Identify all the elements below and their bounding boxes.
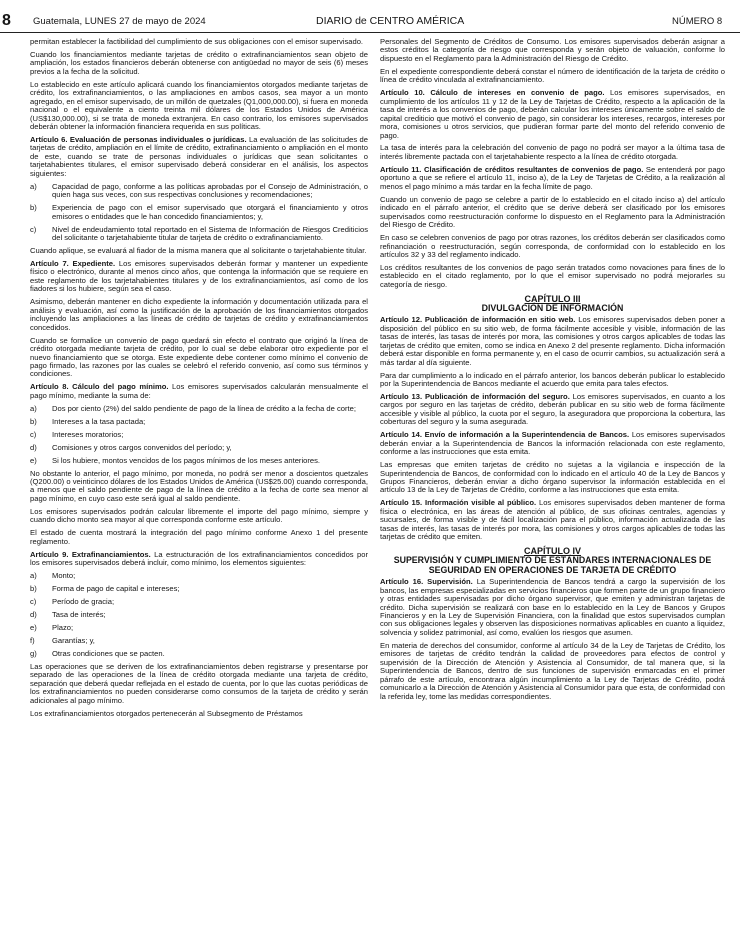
list-label: a) bbox=[30, 403, 37, 413]
list-text: Si los hubiere, montos vencidos de los pagos mínimos de los meses anteriores. bbox=[52, 455, 321, 465]
list-text: Comisiones y otros cargos convenidos del período; y, bbox=[52, 442, 232, 452]
paragraph: Cuando un convenio de pago se celebre a partir de lo establecido en el citado inciso a) del artículo indicado en el párrafo anterior, el crédito que se derive deberá ser clasificado por los emisores supervisados como reestructuración conforme lo dispuesto en el Reglamento para la Administración del Riesgo de Crédito. bbox=[380, 194, 725, 230]
list-text: Capacidad de pago, conforme a las políticas aprobadas por el Consejo de Administración, o quien haga sus veces, con sus respectivas conclusiones y recomendaciones; bbox=[52, 181, 368, 200]
article-text: Los emisores supervisados deben mantener de forma física o electrónica, en las áreas de atención al público, de sus oficinas centrales, agencias y sucursales, de forma visible y de fácil localización para el público, información actualizada de las tasas de interés, las tasas de interés por mora, las comisiones y otros cargos aplicables de todas las tarjetas de crédito que emiten. bbox=[380, 498, 725, 542]
paragraph: Lo establecido en este artículo aplicará cuando los financiamientos otorgados mediante tarjetas de crédito, los extrafinanciamientos, o las ampliaciones en ambos casos, sea mayor a un monto agregado, en el emisor supervisado, de un millón de quetzales (Q1,000,000.00), si fuera en moneda nacional o el equivalente a ciento treinta mil dólares de los Estados Unidos de América (US$130,000.00), si se trata de moneda extranjera. En caso contrario, los emisores supervisados deberán obtener la información financiera requerida en sus políticas. bbox=[30, 79, 368, 132]
list-label: d) bbox=[30, 442, 37, 452]
paragraph: Cuando aplique, se evaluará al fiador de la misma manera que al solicitante o tarjetahabiente titular. bbox=[30, 246, 367, 256]
article-10 bbox=[380, 89, 725, 140]
article-text: Los emisores supervisados, en cumplimiento de los artículos 11 y 12 de la Ley de Tarjetas de Crédito, respecto a la aplicación de la tasa de interés a los convenios de pago, deberán calcular los intereses únicamente sobre el saldo de capital crediticio que motivó el convenio de pago, sin considerar los intereses, recargos, intereses por mora, comisiones u otros servicios, que pudieran formar parte del monto del referido convenio de pago. bbox=[380, 88, 725, 140]
paragraph: Los extrafinanciamientos otorgados pertenecerán al Subsegmento de Préstamos bbox=[30, 708, 303, 718]
list-label: b) bbox=[30, 416, 37, 426]
chapter-number: CAPÍTULO IV bbox=[523, 546, 581, 557]
paragraph: El estado de cuenta mostrará la integración del pago mínimo conforme Anexo 1 del presente reglamento. bbox=[30, 528, 368, 546]
chapter-title: SUPERVISIÓN Y CUMPLIMIENTO DE ESTÁNDARES INTERNACIONALES DE SEGURIDAD EN OPERACIONES DE TARJETA DE CRÉDITO bbox=[393, 555, 712, 575]
list-label: c) bbox=[30, 429, 37, 439]
paragraph: Asimismo, deberán mantener en dicho expediente la información y documentación utilizada para el análisis y evaluación, así como la justificación de la aprobación de los financiamientos otorgados incluyendo las ampliaciones a las líneas de crédito de tarjetas de crédito y extrafinanciamientos concedidos. bbox=[30, 297, 368, 332]
list-label: e) bbox=[30, 622, 37, 632]
chapter-title: DIVULGACIÓN DE INFORMACIÓN bbox=[481, 302, 624, 313]
list-text: Dos por ciento (2%) del saldo pendiente de pago de la línea de crédito a la fecha de corte; bbox=[52, 403, 356, 413]
list-text: Monto; bbox=[52, 571, 76, 581]
list-item bbox=[30, 624, 368, 632]
list-text: Experiencia de pago con el emisor supervisado que otorgará el financiamiento y otros emisores o entidades que le han concedido financiamientos; y, bbox=[52, 203, 368, 221]
article-title: Artículo 13. Publicación de información del seguro. bbox=[380, 391, 570, 401]
article-6 bbox=[30, 136, 368, 178]
list-item bbox=[30, 650, 368, 658]
header-rule bbox=[0, 32, 740, 33]
article-title: Artículo 16. Supervisión. bbox=[380, 577, 473, 587]
list-text: Período de gracia; bbox=[52, 596, 115, 606]
header-date: Guatemala, LUNES 27 de mayo de 2024 bbox=[33, 16, 206, 27]
paragraph: Cuando los financiamientos mediante tarjetas de crédito o extrafinanciamientos sean objeto de ampliación, los estados financieros deberán obtenerse con antigüedad no mayor de seis (6) meses previos a la fecha de la solicitud. bbox=[30, 49, 368, 76]
article-9 bbox=[30, 551, 368, 568]
article-text: Los emisores supervisados deben poner a disposición del público en su sitio web, de forma fácilmente accesible y visible, información de las tasas de interés, las tasas de interés por mora, las comisiones y otros cargos aplicables de todas las tarjetas de crédito que emiten, como se indica en Anexo 2 del presente reglamento. Dicha información deberá estar disponible en forma permanente y, en el caso de ocurrir cambios, su actualización será a más tardar al día siguiente. bbox=[380, 315, 725, 367]
list-item bbox=[30, 585, 368, 593]
list-item bbox=[30, 183, 368, 200]
paragraph: Cuando se formalice un convenio de pago quedará sin efecto el contrato que originó la línea de crédito otorgada mediante tarjeta de crédito, por lo cual se debe elaborar otro expediente por el nuevo financiamiento que se otorga. Este expediente debe contener como mínimo el convenio de pago firmado, las razones por las cuales se celebró el referido convenio, así como sus términos y condiciones. bbox=[30, 335, 368, 379]
list-text: Forma de pago de capital e intereses; bbox=[52, 584, 180, 594]
list-label: g) bbox=[30, 648, 37, 658]
paragraph: La tasa de interés para la celebración del convenio de pago no podrá ser mayor a la última tasa de interés libremente pactada con el tarjetahabiente respecto a la línea de crédito otorgada. bbox=[380, 143, 725, 161]
list-text: Intereses a la tasa pactada; bbox=[52, 416, 146, 426]
list-text: Tasa de interés; bbox=[52, 609, 106, 619]
issue-number: NÚMERO 8 bbox=[672, 16, 723, 27]
article-8 bbox=[30, 383, 368, 400]
article-text: Los emisores supervisados calcularán mensualmente el pago mínimo, mediante la suma de: bbox=[30, 382, 368, 400]
page-number: 8 bbox=[2, 12, 11, 29]
list-item bbox=[30, 637, 368, 645]
page-header bbox=[0, 0, 740, 34]
article-title: Artículo 6. Evaluación de personas individuales o jurídicas. bbox=[30, 135, 247, 145]
list-label: b) bbox=[30, 584, 37, 594]
article-title: Artículo 8. Cálculo del pago mínimo. bbox=[30, 382, 169, 392]
list-label: a) bbox=[30, 571, 37, 581]
right-column bbox=[380, 38, 725, 932]
list-item bbox=[30, 572, 368, 580]
list-item bbox=[30, 418, 368, 426]
paragraph: Los créditos resultantes de los convenios de pago serán tratados como novaciones para fines de lo establecido en el citado reglamento, por lo que el emisor supervisado no podrá mejorarles su categoría de riesgo. bbox=[380, 262, 725, 289]
article-text: Se entenderá por pago oportuno a que se refiere el artículo 11, inciso a), de la Ley de Tarjetas de Crédito, a la realización al menos el pago mínimo a más tardar en la fecha límite de pago. bbox=[380, 164, 725, 191]
article-14 bbox=[380, 431, 725, 456]
list-item bbox=[30, 598, 368, 606]
article-title: Artículo 14. Envío de información a la Superintendencia de Bancos. bbox=[380, 430, 630, 440]
list-label: d) bbox=[30, 609, 37, 619]
article-text: La evaluación de las solicitudes de tarjetas de crédito, ampliación en el límite de crédito, extrafinanciamiento o ampliación en el monto de este, cuando se trate de personas individuales o jurídicas que sean solicitantes o tarjetahabientes titulares, el emisor supervisado deberá considerar en el análisis, los aspectos siguientes: bbox=[30, 135, 368, 178]
article-title: Artículo 15. Información visible al público. bbox=[380, 498, 537, 508]
list-text: Otras condiciones que se pacten. bbox=[52, 648, 165, 658]
article-title: Artículo 9. Extrafinanciamientos. bbox=[30, 549, 151, 559]
article-12 bbox=[380, 316, 725, 367]
list-item bbox=[30, 611, 368, 619]
article-title: Artículo 11. Clasificación de créditos resultantes de convenios de pago. bbox=[380, 164, 644, 174]
chapter-3-heading bbox=[380, 294, 725, 314]
article-text: Los emisores supervisados deberán formar y mantener un expediente físico o electrónico, durante al menos cinco años, que contenga la información que se requiere en este reglamento de los tarjetahabientes titulares y de los extrafinanciamientos, así como de los fiadores si los hubiere, según sea el caso. bbox=[30, 258, 368, 294]
list-item bbox=[30, 457, 368, 465]
paragraph: permitan establecer la factibilidad del cumplimiento de sus obligaciones con el emisor supervisado. bbox=[30, 38, 364, 46]
article-text: Los emisores supervisados, en cuanto a los cargos por seguro en las tarjetas de crédito, deberán publicar en su sitio web de forma fácilmente accesible y visible al público, la cuota por el seguro, la aseguradora que proporciona la cobertura, las coberturas del seguro y la suma asegurada. bbox=[380, 391, 725, 427]
list-label: c) bbox=[30, 596, 37, 606]
list-label: a) bbox=[30, 181, 37, 191]
list-label: c) bbox=[30, 224, 37, 234]
left-column bbox=[30, 38, 368, 932]
list-label: b) bbox=[30, 203, 37, 213]
paragraph: No obstante lo anterior, el pago mínimo, por moneda, no podrá ser menor a doscientos quetzales (Q200.00) o veinticinco dólares de los Estados Unidos de América (US$25.00) cuando corresponda, a menos que el saldo pendiente de pago de la línea de crédito a la fecha de corte sea menor al pago mínimo, en cuyo caso este será igual al saldo pendiente. bbox=[30, 468, 368, 503]
list-text: Garantías; y, bbox=[52, 635, 95, 645]
article-title: Artículo 12. Publicación de información en sitio web. bbox=[380, 315, 576, 325]
paragraph: Las empresas que emiten tarjetas de crédito no sujetas a la vigilancia e inspección de la Superintendencia de Bancos, de conformidad con lo indicado en el artículo 40 de la Ley de Bancos y Grupos Financieros, deberán enviar a dicho órgano supervisor la información establecida en el artículo 13 de la Ley de Tarjetas de Crédito, conforme a las instrucciones que esta emita. bbox=[380, 460, 725, 495]
article-15 bbox=[380, 499, 725, 541]
paragraph: En el expediente correspondiente deberá constar el número de identificación de la tarjeta de crédito o línea de crédito vinculada al extrafinanciamiento. bbox=[380, 66, 725, 85]
list-label: f) bbox=[30, 635, 35, 645]
newspaper-name: DIARIO de CENTRO AMÉRICA bbox=[316, 15, 465, 27]
paragraph: Para dar cumplimiento a lo indicado en el párrafo anterior, los bancos deberán publicar lo establecido por la Superintendencia de Bancos mediante el acuerdo que emita para tales efectos. bbox=[380, 370, 725, 388]
list-item bbox=[30, 405, 368, 413]
list-item bbox=[30, 444, 368, 452]
paragraph: Los emisores supervisados podrán calcular libremente el importe del pago mínimo, siempre y cuando dicho monto sea mayor al que corresponda conforme este artículo. bbox=[30, 506, 368, 525]
article-7 bbox=[30, 260, 368, 294]
chapter-number: CAPÍTULO III bbox=[524, 293, 581, 304]
list-text: Intereses moratorios; bbox=[52, 429, 124, 439]
paragraph: Las operaciones que se deriven de los extrafinanciamientos deben registrarse y presentarse por separado de las operaciones de la línea de crédito otorgada mediante una tarjeta de crédito, separación que deberá quedar reflejada en el estado de cuenta, por lo que las cuotas periódicas de los extrafinanciamientos no pueden considerarse como consumos de la tarjeta de crédito y serán adicionales al pago mínimo. bbox=[30, 661, 368, 705]
list-item bbox=[30, 226, 368, 243]
list-text: Nivel de endeudamiento total reportado en el Sistema de Información de Riesgos Crediticios del solicitante o tarjetahabiente titular de tarjeta de crédito o extrafinanciamiento. bbox=[52, 224, 368, 243]
article-title: Artículo 7. Expediente. bbox=[30, 258, 116, 268]
article-text: Los emisores supervisados deberán enviar a la Superintendencia de Bancos la información relacionada con este reglamento, conforme a las instrucciones que esta emita. bbox=[380, 430, 725, 457]
article-16 bbox=[380, 578, 725, 637]
article-13 bbox=[380, 393, 725, 427]
article-title: Artículo 10. Cálculo de intereses en convenio de pago. bbox=[380, 88, 605, 98]
chapter-4-heading bbox=[380, 546, 725, 575]
list-label: e) bbox=[30, 455, 37, 465]
paragraph: En caso se celebren convenios de pago por otras razones, los créditos deberán ser clasificados como refinanciación o reestructuración, según corresponda, de conformidad con lo establecido en los artículos 32 y 33 del reglamento indicado. bbox=[380, 233, 725, 259]
paragraph: En materia de derechos del consumidor, conforme al artículo 34 de la Ley de Tarjetas de Crédito, los emisores de tarjetas de crédito tendrán la calidad de proveedores para efectos de control y supervisión de la Dirección de Atención y Asistencia al Consumidor, de tal manera que, si la Superintendencia de Bancos, dentro de sus funciones de supervisión enmarcadas en el primer párrafo de este artículo, encontrara algún incumplimiento a la Ley de Tarjetas de Crédito, podrá comunicarlo a la Dirección de Atención y Asistencia al Consumidor para que esta, de conformidad con la referida ley, tome las medidas correspondientes. bbox=[380, 640, 725, 701]
article-text: La Superintendencia de Bancos tendrá a cargo la supervisión de los bancos, las empresas especializadas en servicios financieros que formen parte de un grupo financiero y otras entidades supervisadas por dicho órgano supervisor, que emiten y administran tarjetas de crédito. Dicha supervisión se realizará con base en lo establecido en la Ley de Bancos y Grupos Financieros y en la Ley de Supervisión Financiera, con la finalidad que estos supervisados cumplan con sus obligaciones legales y observen las disposiciones normativas aplicables en cuanto a liquidez, solvencia y solidez patrimonial, así como, evalúen los riesgos que asumen. bbox=[380, 577, 725, 637]
article-11 bbox=[380, 166, 725, 191]
list-text: Plazo; bbox=[52, 622, 74, 632]
paragraph: Personales del Segmento de Créditos de Consumo. Los emisores supervisados deberán asignar a estos créditos la categoría de riesgo que corresponda y serán objeto de valuación, conforme lo dispuesto en el Reglamento para la Administración del Riesgo de Crédito. bbox=[380, 38, 725, 63]
list-item bbox=[30, 431, 368, 439]
article-text: La estructuración de los extrafinanciamientos concedidos por los emisores supervisados deberá incluir, como mínimo, los elementos siguientes: bbox=[30, 549, 368, 568]
list-item bbox=[30, 204, 368, 221]
